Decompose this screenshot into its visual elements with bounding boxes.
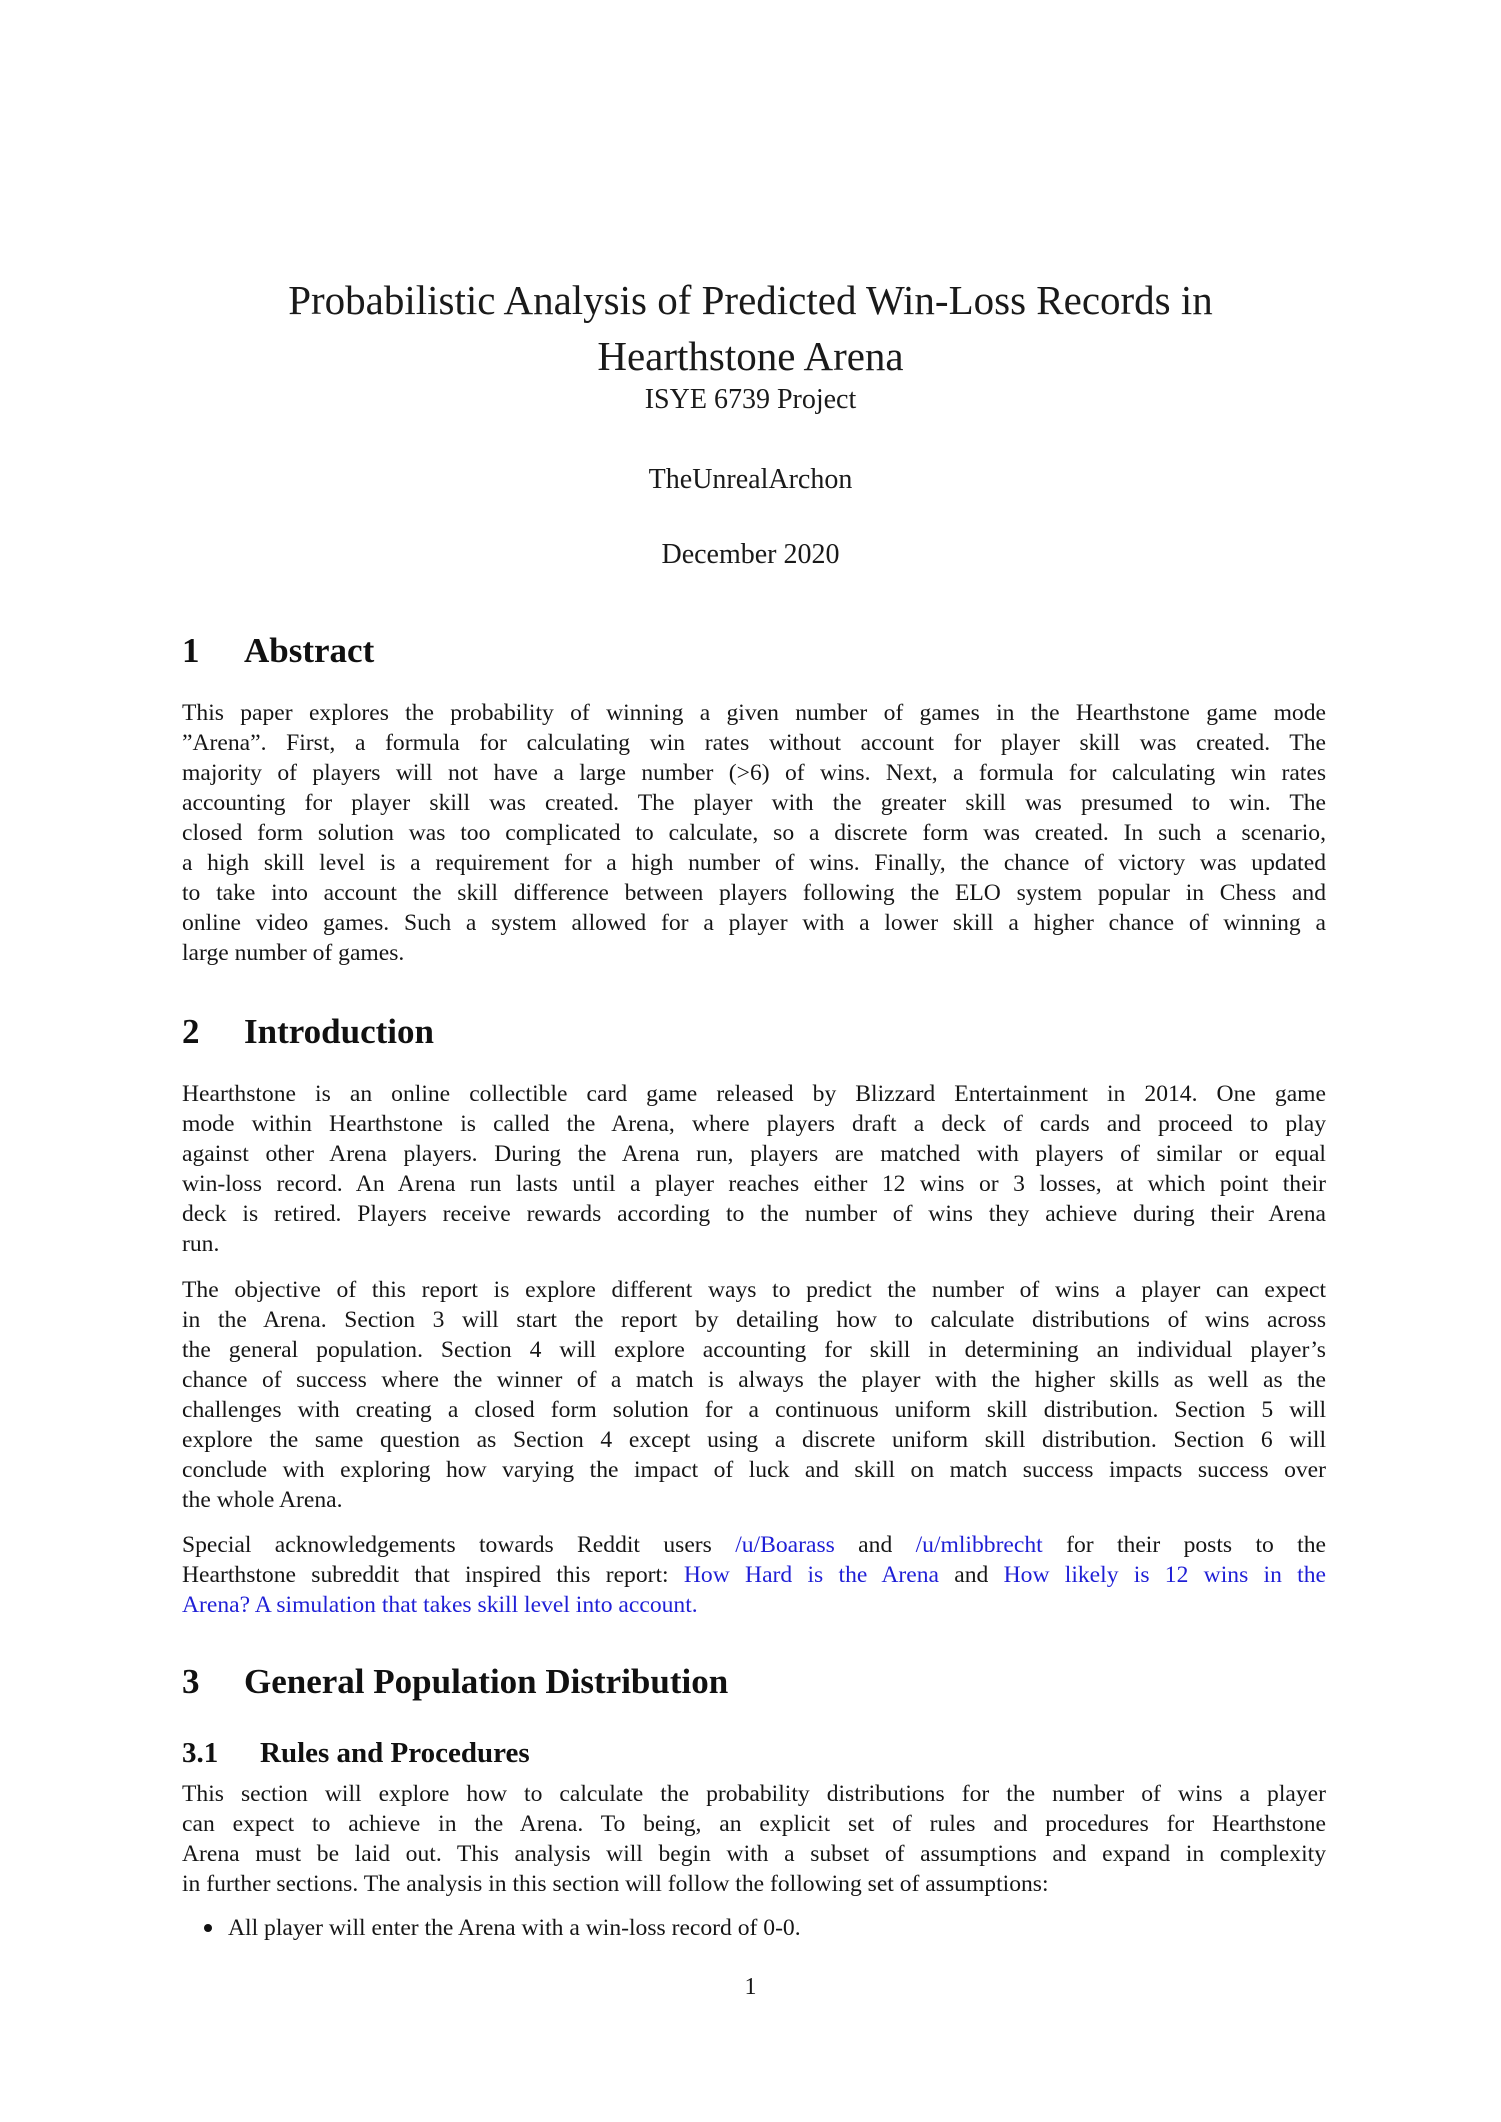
text-line: The objective of this report is explore different ways to predict the number of wins a player can expect <box>182 1277 1326 1303</box>
text-line: This section will explore how to calculate the probability distributions for the number of wins a player <box>182 1781 1326 1807</box>
text-line: ”Arena”. First, a formula for calculating win rates without account for player skill was created. The <box>182 730 1326 756</box>
text-line <box>182 1530 1326 1560</box>
section-number: 1 <box>182 631 200 670</box>
text-line: explore the same question as Section 4 except using a discrete uniform skill distribution. Section 6 will <box>182 1427 1326 1453</box>
text-segment: for their posts to the <box>1042 1532 1326 1558</box>
text-line: large number of games. <box>182 940 405 966</box>
text-line <box>182 1560 1326 1590</box>
subsection-heading-rules-and-procedures <box>182 1737 530 1770</box>
section-title: Introduction <box>244 1012 434 1051</box>
post-link-how-hard-is-the-arena[interactable]: How Hard is the Arena <box>683 1562 939 1588</box>
text-line: a high skill level is a requirement for a high number of wins. Finally, the chance of victory was updated <box>182 850 1326 876</box>
assumption-text: All player will enter the Arena with a win-loss record of 0-0. <box>228 1915 801 1941</box>
text-line: closed form solution was too complicated to calculate, so a discrete form was created. In such a scenario, <box>182 820 1326 846</box>
text-line: online video games. Such a system allowed for a player with a lower skill a higher chance of winning a <box>182 910 1326 936</box>
text-line: the general population. Section 4 will explore accounting for skill in determining an individual player’s <box>182 1337 1326 1363</box>
post-link-how-likely-12-wins[interactable]: How likely is 12 wins in the <box>1003 1562 1327 1588</box>
section-number: 2 <box>182 1012 200 1051</box>
paper-title-block <box>0 272 1501 416</box>
text-segment: and <box>938 1562 1004 1588</box>
assumption-list-item <box>218 1913 801 1943</box>
paper-author: TheUnrealArchon <box>648 464 853 495</box>
paper-title-line-2: Hearthstone Arena <box>597 333 904 379</box>
section-heading-general-population <box>182 1662 728 1702</box>
section-heading-introduction <box>182 1012 434 1052</box>
introduction-paragraph-1 <box>182 1079 1326 1259</box>
section-title: Abstract <box>244 631 375 670</box>
section-heading-abstract <box>182 631 374 671</box>
subsection-title: Rules and Procedures <box>260 1737 530 1769</box>
text-line: Arena must be laid out. This analysis will begin with a subset of assumptions and expand in complexity <box>182 1841 1326 1867</box>
text-line: This paper explores the probability of winning a given number of games in the Hearthstone game mode <box>182 700 1326 726</box>
section-number: 3 <box>182 1662 200 1701</box>
text-line: Hearthstone is an online collectible card game released by Blizzard Entertainment in 2014. One game <box>182 1081 1326 1107</box>
text-segment: . <box>691 1592 698 1618</box>
text-line: conclude with exploring how varying the impact of luck and skill on match success impacts success over <box>182 1457 1326 1483</box>
text-line: run. <box>182 1231 220 1257</box>
text-segment: Special acknowledgements towards Reddit users <box>182 1532 736 1558</box>
reddit-user-link-mlibbrecht[interactable]: /u/mlibbrecht <box>915 1532 1043 1558</box>
page-number: 1 <box>744 1974 757 2000</box>
subsection-number: 3.1 <box>182 1737 219 1769</box>
text-segment: and <box>834 1532 916 1558</box>
text-line: chance of success where the winner of a match is always the player with the higher skills as well as the <box>182 1367 1326 1393</box>
section-title: General Population Distribution <box>244 1662 729 1701</box>
text-line: mode within Hearthstone is called the Arena, where players draft a deck of cards and proceed to play <box>182 1111 1326 1137</box>
bullet-icon <box>204 1924 212 1932</box>
text-line: to take into account the skill difference between players following the ELO system popular in Chess and <box>182 880 1326 906</box>
text-line: can expect to achieve in the Arena. To being, an explicit set of rules and procedures for Hearthstone <box>182 1811 1326 1837</box>
acknowledgements-paragraph <box>182 1530 1326 1620</box>
text-line: the whole Arena. <box>182 1487 343 1513</box>
text-line: deck is retired. Players receive rewards according to the number of wins they achieve during their Arena <box>182 1201 1326 1227</box>
text-line: in the Arena. Section 3 will start the report by detailing how to calculate distributions of wins across <box>182 1307 1326 1333</box>
post-link-how-likely-12-wins-continued[interactable]: Arena? A simulation that takes skill level into account <box>182 1592 692 1618</box>
paper-title-line-1: Probabilistic Analysis of Predicted Win-Loss Records in <box>288 277 1213 323</box>
text-segment: Hearthstone subreddit that inspired this report: <box>182 1562 684 1588</box>
introduction-paragraph-2 <box>182 1275 1326 1515</box>
text-line: challenges with creating a closed form solution for a continuous uniform skill distribution. Section 5 will <box>182 1397 1326 1423</box>
text-line: accounting for player skill was created. The player with the greater skill was presumed to win. The <box>182 790 1326 816</box>
text-line: against other Arena players. During the Arena run, players are matched with players of similar or equal <box>182 1141 1326 1167</box>
text-line: win-loss record. An Arena run lasts until a player reaches either 12 wins or 3 losses, at which point their <box>182 1171 1326 1197</box>
text-line: majority of players will not have a large number (>6) of wins. Next, a formula for calculating win rates <box>182 760 1326 786</box>
rules-paragraph <box>182 1779 1326 1899</box>
reddit-user-link-boarass[interactable]: /u/Boarass <box>735 1532 835 1558</box>
text-line <box>182 1590 1326 1620</box>
paper-date: December 2020 <box>661 539 840 570</box>
text-line: in further sections. The analysis in this section will follow the following set of assumptions: <box>182 1871 1049 1897</box>
paper-subtitle: ISYE 6739 Project <box>644 384 857 415</box>
abstract-paragraph <box>182 698 1326 968</box>
